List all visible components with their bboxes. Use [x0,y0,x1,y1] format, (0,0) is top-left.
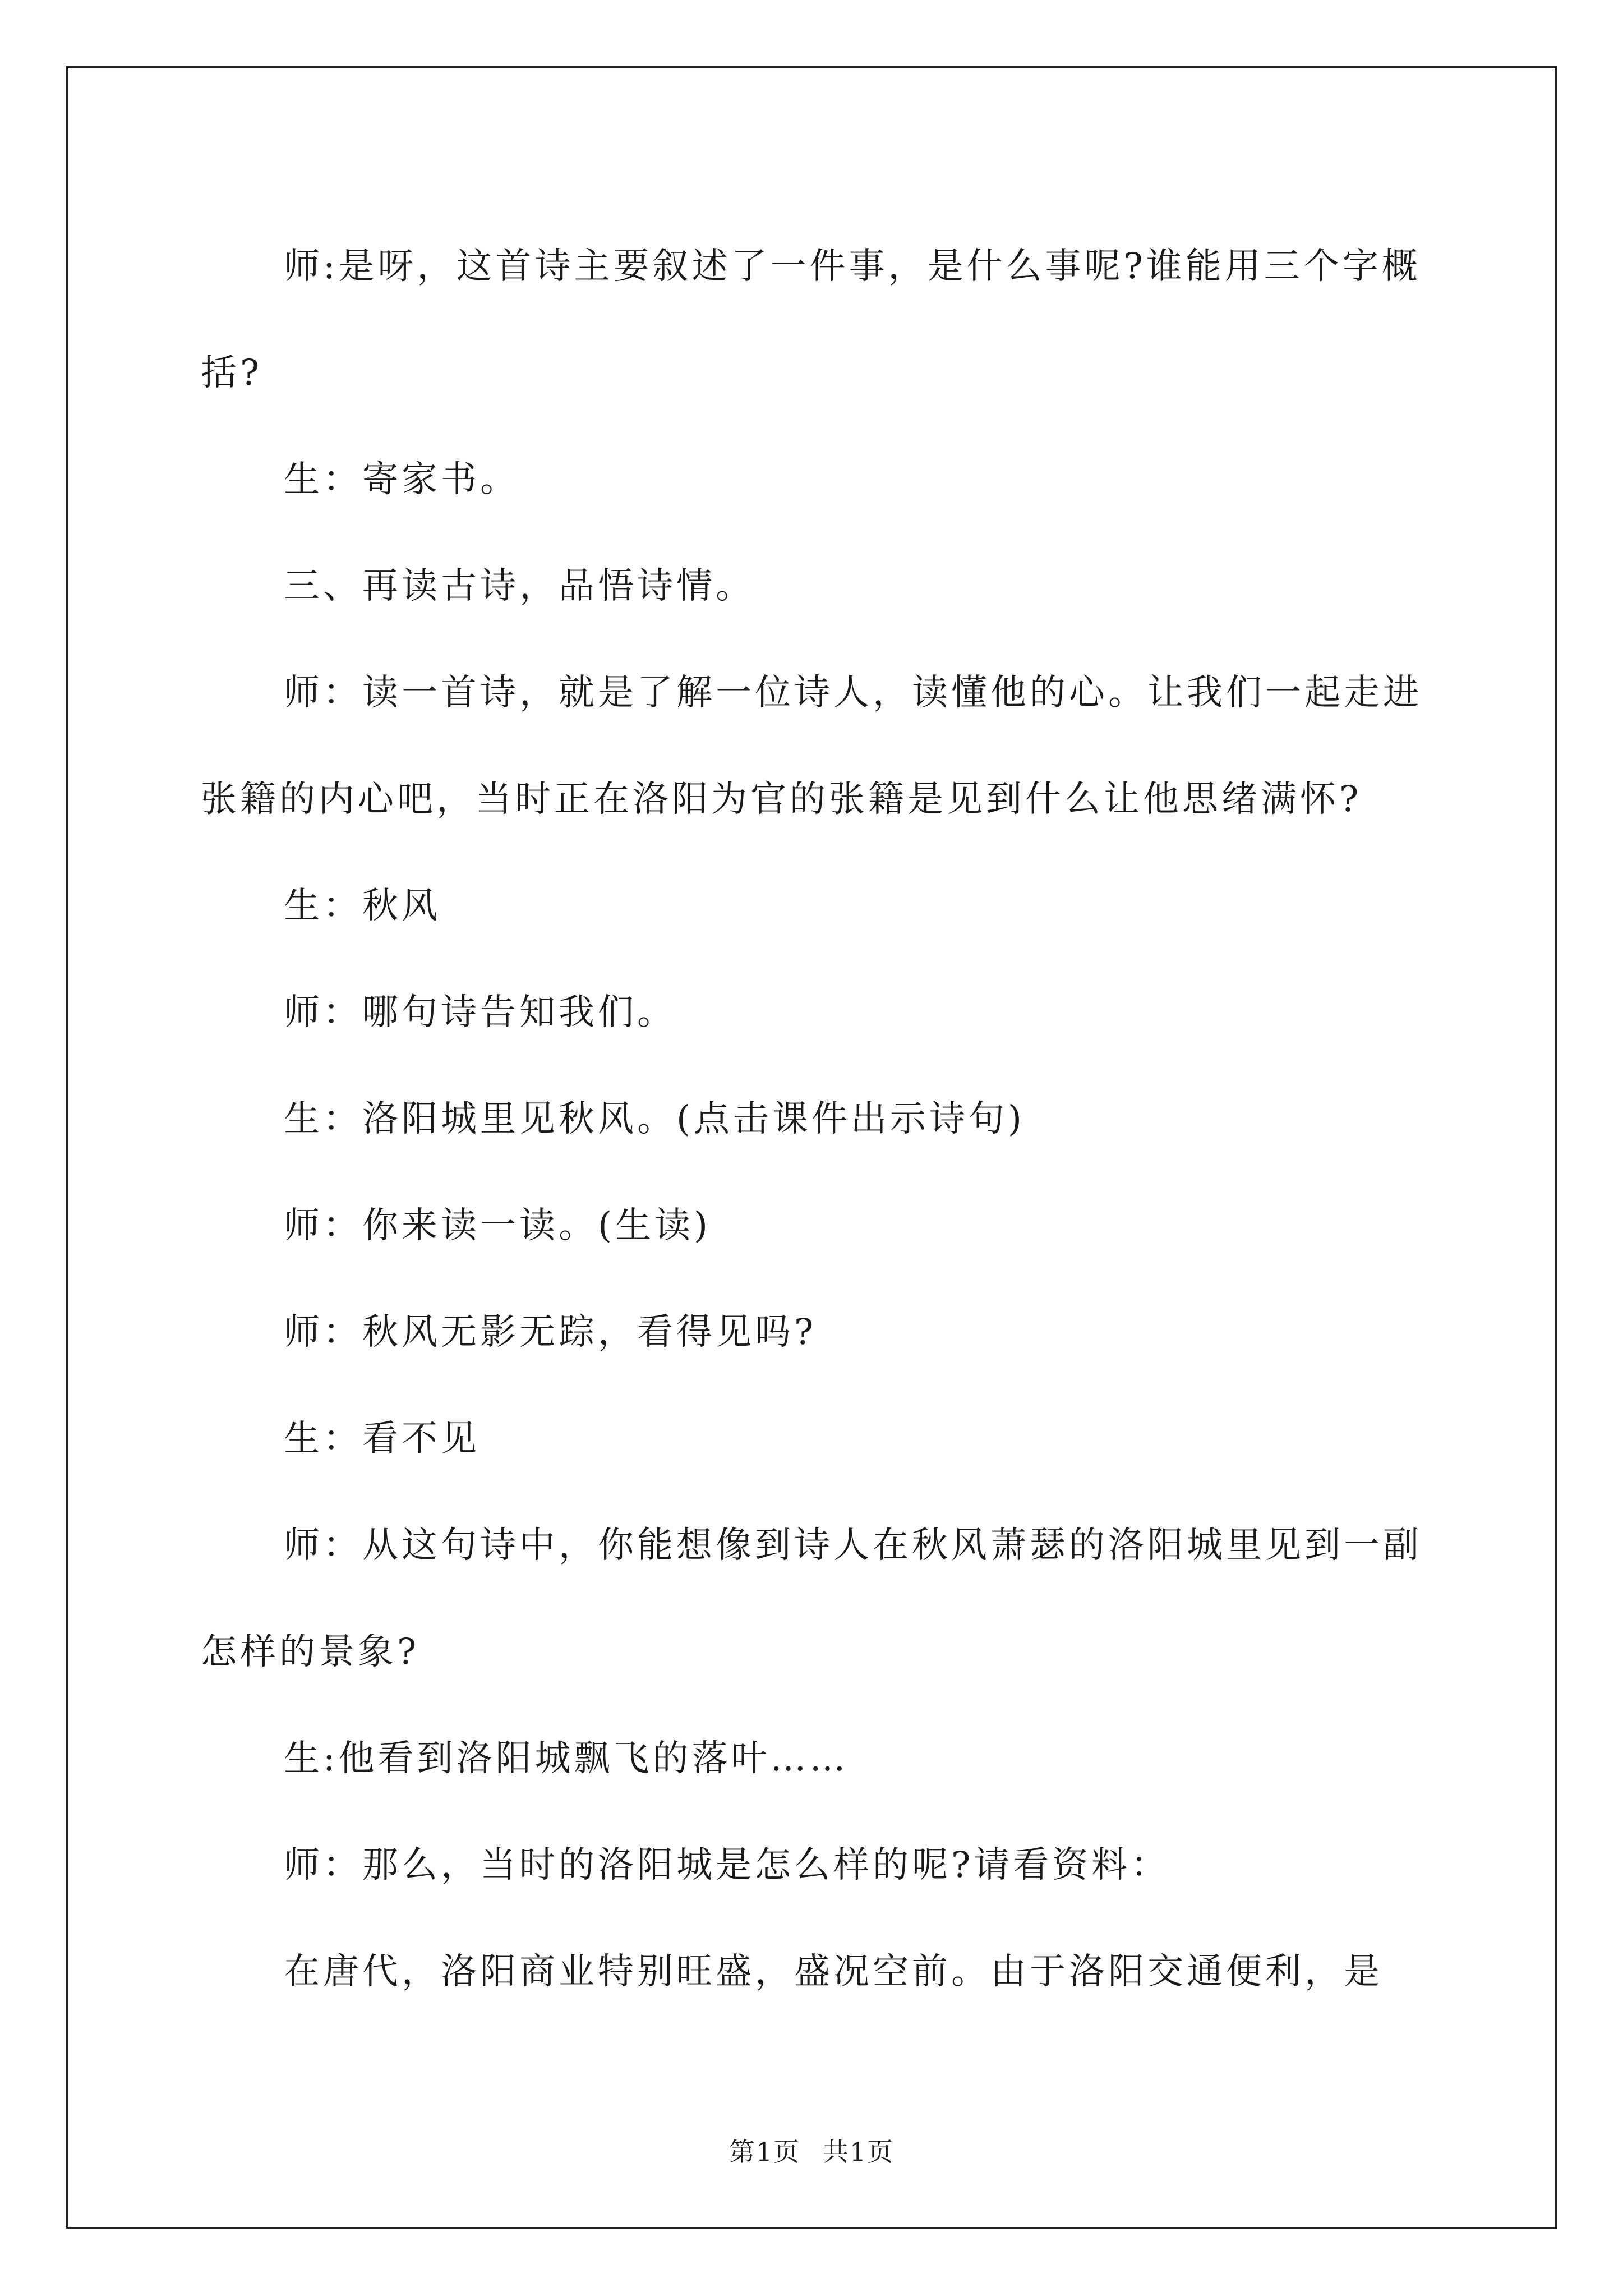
section-heading: 三、再读古诗，品悟诗情。 [284,565,755,607]
page-number: 第1页 [728,2137,800,2167]
paragraph-teacher-imagine: 师：从这句诗中，你能想像到诗人在秋风萧瑟的洛阳城里见到一副怎样的景象? [201,1525,1422,1673]
paragraph-student-answer: 生：寄家书。 [284,459,519,500]
paragraph-teacher-intro: 师：读一首诗，就是了解一位诗人，读懂他的心。让我们一起走进张籍的内心吧，当时正在洛阳为官的张籍是见到什么让他思绪满怀? [201,672,1422,820]
paragraph-student-leaves: 生:他看到洛阳城飘飞的落叶…… [284,1738,849,1779]
document-body [201,213,1435,2025]
paragraph-teacher-which-line: 师：哪句诗告知我们。 [284,992,676,1033]
paragraph-student-autumn-wind: 生：秋风 [284,885,441,927]
paragraph-teacher-luoyang: 师：那么，当时的洛阳城是怎么样的呢?请看资料： [284,1844,1170,1886]
page-footer [0,2132,1623,2169]
paragraph-material: 在唐代，洛阳商业特别旺盛，盛况空前。由于洛阳交通便利，是 [284,1951,1383,1993]
paragraph-teacher-read: 师：你来读一读。(生读) [284,1205,711,1246]
paragraph-teacher-question: 师:是呀，这首诗主要叙述了一件事，是什么事呢?谁能用三个字概括? [201,246,1421,394]
paragraph-student-poem-line: 生：洛阳城里见秋风。(点击课件出示诗句) [284,1098,1025,1140]
page-total: 共1页 [823,2137,895,2167]
paragraph-teacher-see-wind: 师：秋风无影无踪，看得见吗? [284,1312,817,1353]
paragraph-student-cannot-see: 生：看不见 [284,1418,480,1460]
